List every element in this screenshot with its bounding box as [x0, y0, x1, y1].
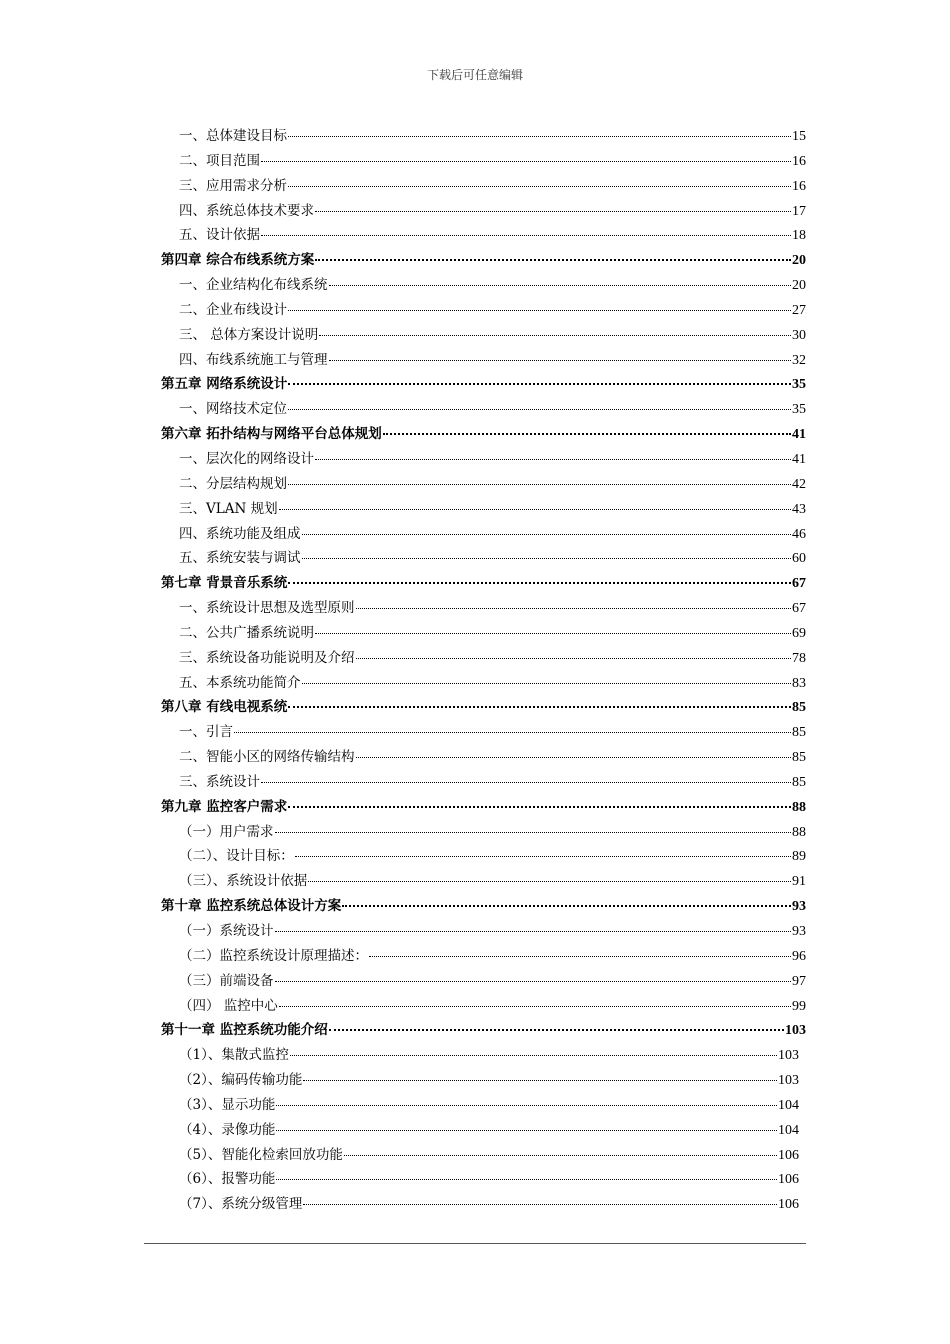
toc-page-number: 20	[792, 253, 806, 269]
toc-section-entry[interactable]	[161, 397, 806, 422]
toc-entry-title: （1）、集散式监控	[179, 1047, 289, 1064]
toc-page-number: 85	[792, 700, 806, 716]
toc-dot-leader	[342, 895, 791, 907]
toc-dot-leader	[319, 325, 791, 336]
toc-entry-title: 第六章 拓扑结构与网络平台总体规划	[161, 426, 382, 443]
toc-page-number: 103	[778, 1048, 799, 1064]
toc-dot-leader	[329, 275, 792, 286]
toc-entry-title: 四、布线系统施工与管理	[179, 351, 328, 368]
toc-page-number: 106	[778, 1147, 799, 1163]
toc-page-number: 67	[792, 576, 806, 592]
toc-section-entry[interactable]	[161, 174, 806, 199]
toc-entry-title: （二）、设计目标：	[179, 848, 294, 865]
toc-entry-title: 第十一章 监控系统功能介绍	[161, 1022, 328, 1039]
toc-page-number: 35	[792, 402, 806, 418]
toc-entry-title: 第九章 监控客户需求	[161, 798, 288, 815]
toc-page-number: 106	[778, 1197, 799, 1213]
toc-page-number: 93	[792, 899, 806, 915]
toc-section-entry[interactable]	[161, 1043, 799, 1068]
toc-dot-leader	[356, 598, 792, 609]
toc-page-number: 20	[792, 278, 806, 294]
toc-dot-leader	[383, 423, 791, 435]
toc-page-number: 41	[792, 427, 806, 443]
toc-section-entry[interactable]	[161, 646, 806, 671]
toc-section-entry[interactable]	[161, 298, 806, 323]
toc-page-number: 15	[792, 129, 806, 144]
toc-entry-title: 三、系统设计	[179, 773, 260, 790]
toc-section-entry[interactable]	[161, 348, 806, 373]
toc-entry-title: 一、总体建设目标	[179, 128, 287, 144]
toc-section-entry[interactable]	[161, 522, 806, 547]
toc-section-entry[interactable]	[161, 720, 806, 745]
toc-entry-title: 三、系统设备功能说明及介绍	[179, 649, 355, 666]
toc-section-entry[interactable]	[161, 472, 806, 497]
toc-section-entry[interactable]	[161, 546, 806, 571]
toc-dot-leader	[261, 151, 791, 162]
toc-chapter-entry[interactable]	[161, 894, 806, 919]
toc-page-number: 93	[792, 924, 806, 939]
toc-page-number: 43	[792, 501, 806, 517]
toc-dot-leader	[344, 1145, 777, 1156]
toc-dot-leader	[275, 921, 792, 932]
toc-entry-title: 五、本系统功能简介	[179, 674, 301, 691]
toc-page-number: 35	[792, 377, 806, 393]
toc-dot-leader	[303, 1070, 777, 1081]
toc-dot-leader	[302, 548, 792, 559]
toc-entry-title: 第十章 监控系统总体设计方案	[161, 898, 342, 915]
toc-page-number: 88	[792, 824, 806, 840]
toc-chapter-entry[interactable]	[161, 695, 806, 720]
toc-entry-title: （三）前端设备	[179, 972, 274, 989]
toc-entry-title: （三）、系统设计依据	[179, 873, 308, 890]
toc-chapter-entry[interactable]	[161, 1018, 806, 1043]
toc-section-entry[interactable]	[161, 447, 806, 472]
toc-dot-leader	[288, 796, 791, 808]
toc-page-number: 88	[792, 799, 806, 815]
toc-page-number: 89	[792, 849, 806, 865]
toc-entry-title: 四、系统总体技术要求	[179, 202, 314, 219]
toc-entry-title: 三、VLAN 规划	[179, 500, 278, 517]
toc-entry-title: 一、系统设计思想及选型原则	[179, 600, 355, 617]
toc-section-entry[interactable]	[161, 1192, 799, 1217]
toc-section-entry[interactable]	[161, 273, 806, 298]
toc-section-entry[interactable]	[161, 1068, 799, 1093]
toc-section-entry[interactable]	[161, 497, 806, 522]
toc-entry-title: （3）、显示功能	[179, 1096, 276, 1113]
toc-entry-title: （7）、系统分级管理	[179, 1196, 303, 1213]
toc-section-entry[interactable]	[161, 199, 806, 224]
toc-section-entry[interactable]	[161, 1118, 799, 1143]
toc-section-entry[interactable]	[161, 770, 806, 795]
toc-page-number: 99	[792, 998, 806, 1014]
toc-page-number: 17	[792, 203, 806, 219]
toc-page-number: 30	[792, 327, 806, 343]
toc-entry-title: 第七章 背景音乐系统	[161, 575, 288, 592]
toc-chapter-entry[interactable]	[161, 422, 806, 447]
toc-dot-leader	[329, 350, 792, 361]
toc-dot-leader	[356, 648, 792, 659]
toc-dot-leader	[288, 126, 791, 137]
toc-page-number: 60	[792, 551, 806, 567]
toc-dot-leader	[288, 474, 791, 485]
toc-entry-title: 四、系统功能及组成	[179, 525, 301, 542]
toc-page-number: 27	[792, 302, 806, 318]
toc-entry-title: 一、引言	[179, 724, 233, 741]
toc-page-number: 91	[792, 874, 806, 890]
toc-chapter-entry[interactable]	[161, 795, 806, 820]
toc-entry-title: （二）监控系统设计原理描述：	[179, 947, 368, 964]
toc-section-entry[interactable]	[161, 994, 806, 1019]
toc-dot-leader	[288, 373, 791, 385]
toc-dot-leader	[279, 499, 791, 510]
toc-dot-leader	[302, 673, 792, 684]
toc-dot-leader	[276, 1120, 777, 1131]
toc-entry-title: 第四章 综合布线系统方案	[161, 252, 315, 269]
toc-section-entry[interactable]	[161, 1143, 799, 1168]
toc-dot-leader	[288, 696, 791, 708]
toc-dot-leader	[315, 249, 791, 261]
toc-chapter-entry[interactable]	[161, 571, 806, 596]
toc-entry-title: 五、设计依据	[179, 227, 260, 244]
toc-entry-title: 一、层次化的网络设计	[179, 450, 314, 467]
toc-entry-title: （4）、录像功能	[179, 1121, 276, 1138]
toc-page-number: 67	[792, 601, 806, 617]
toc-page-number: 83	[792, 675, 806, 691]
toc-section-entry[interactable]	[161, 621, 806, 646]
toc-entry-title: （一）用户需求	[179, 823, 274, 840]
toc-dot-leader	[329, 1019, 784, 1031]
toc-section-entry[interactable]	[161, 223, 806, 248]
toc-entry-title: 三、 总体方案设计说明	[179, 326, 319, 343]
toc-dot-leader	[288, 176, 791, 187]
toc-entry-title: 二、公共广播系统说明	[179, 624, 314, 641]
toc-entry-title: 二、企业布线设计	[179, 301, 287, 318]
toc-dot-leader	[315, 623, 791, 634]
toc-dot-leader	[303, 1194, 777, 1205]
toc-dot-leader	[356, 747, 792, 758]
toc-page-number: 16	[792, 178, 806, 194]
toc-page-number: 103	[778, 1073, 799, 1089]
table-of-contents	[161, 124, 806, 1217]
toc-dot-leader	[279, 996, 791, 1007]
toc-page-number: 46	[792, 526, 806, 542]
toc-dot-leader	[276, 1169, 777, 1180]
toc-section-entry[interactable]	[161, 820, 806, 845]
toc-dot-leader	[295, 846, 791, 857]
toc-entry-title: 一、网络技术定位	[179, 401, 287, 418]
toc-page-number: 103	[785, 1023, 806, 1039]
toc-dot-leader	[288, 399, 791, 410]
toc-dot-leader	[315, 201, 791, 212]
toc-chapter-entry[interactable]	[161, 248, 806, 273]
toc-page-number: 78	[792, 650, 806, 666]
toc-section-entry[interactable]	[161, 596, 806, 621]
toc-entry-title: 二、分层结构规划	[179, 475, 287, 492]
toc-dot-leader	[302, 524, 792, 535]
page-header: 下载后可任意编辑	[426, 68, 523, 82]
toc-page-number: 42	[792, 476, 806, 492]
toc-dot-leader	[315, 449, 791, 460]
toc-section-entry[interactable]	[161, 969, 806, 994]
toc-page-number: 97	[792, 973, 806, 989]
toc-dot-leader	[275, 971, 792, 982]
toc-section-entry[interactable]	[161, 919, 806, 944]
toc-page-number: 85	[792, 750, 806, 766]
toc-section-entry[interactable]	[161, 745, 806, 770]
toc-entry-title: 二、智能小区的网络传输结构	[179, 749, 355, 766]
toc-entry-title: 第八章 有线电视系统	[161, 699, 288, 716]
toc-page-number: 41	[792, 451, 806, 467]
toc-section-entry[interactable]	[161, 1093, 799, 1118]
toc-section-entry[interactable]	[161, 869, 806, 894]
toc-entry-title: （6）、报警功能	[179, 1171, 276, 1188]
toc-chapter-entry[interactable]	[161, 372, 806, 397]
toc-page-number: 104	[778, 1097, 799, 1113]
toc-section-entry[interactable]	[161, 124, 806, 149]
toc-entry-title: 第五章 网络系统设计	[161, 376, 288, 393]
toc-dot-leader	[288, 300, 791, 311]
toc-section-entry[interactable]	[161, 944, 806, 969]
toc-dot-leader	[261, 772, 791, 783]
toc-dot-leader	[290, 1045, 777, 1056]
toc-page-number: 32	[792, 352, 806, 368]
toc-entry-title: （一）系统设计	[179, 923, 274, 939]
toc-section-entry[interactable]	[161, 844, 806, 869]
toc-entry-title: （5）、智能化检索回放功能	[179, 1146, 343, 1163]
toc-entry-title: 五、系统安装与调试	[179, 550, 301, 567]
toc-dot-leader	[288, 572, 791, 584]
toc-dot-leader	[369, 946, 791, 957]
toc-page-number: 69	[792, 625, 806, 641]
toc-section-entry[interactable]	[161, 323, 806, 348]
toc-section-entry[interactable]	[161, 149, 806, 174]
toc-entry-title: 二、项目范围	[179, 152, 260, 169]
toc-page-number: 96	[792, 948, 806, 964]
toc-page-number: 16	[792, 153, 806, 169]
toc-entry-title: （四） 监控中心	[179, 997, 278, 1014]
toc-entry-title: 一、企业结构化布线系统	[179, 277, 328, 294]
toc-dot-leader	[234, 722, 791, 733]
toc-page-number: 18	[792, 228, 806, 244]
toc-dot-leader	[308, 871, 791, 882]
toc-page-number: 106	[778, 1172, 799, 1188]
toc-entry-title: 三、应用需求分析	[179, 177, 287, 194]
toc-dot-leader	[275, 822, 792, 833]
toc-dot-leader	[261, 225, 791, 236]
toc-page-number: 85	[792, 725, 806, 741]
toc-section-entry[interactable]	[161, 1167, 799, 1192]
toc-dot-leader	[276, 1095, 777, 1106]
toc-page-number: 85	[792, 774, 806, 790]
footer-divider	[144, 1243, 806, 1244]
toc-page-number: 104	[778, 1122, 799, 1138]
toc-entry-title: （2）、编码传输功能	[179, 1072, 303, 1089]
toc-section-entry[interactable]	[161, 671, 806, 696]
